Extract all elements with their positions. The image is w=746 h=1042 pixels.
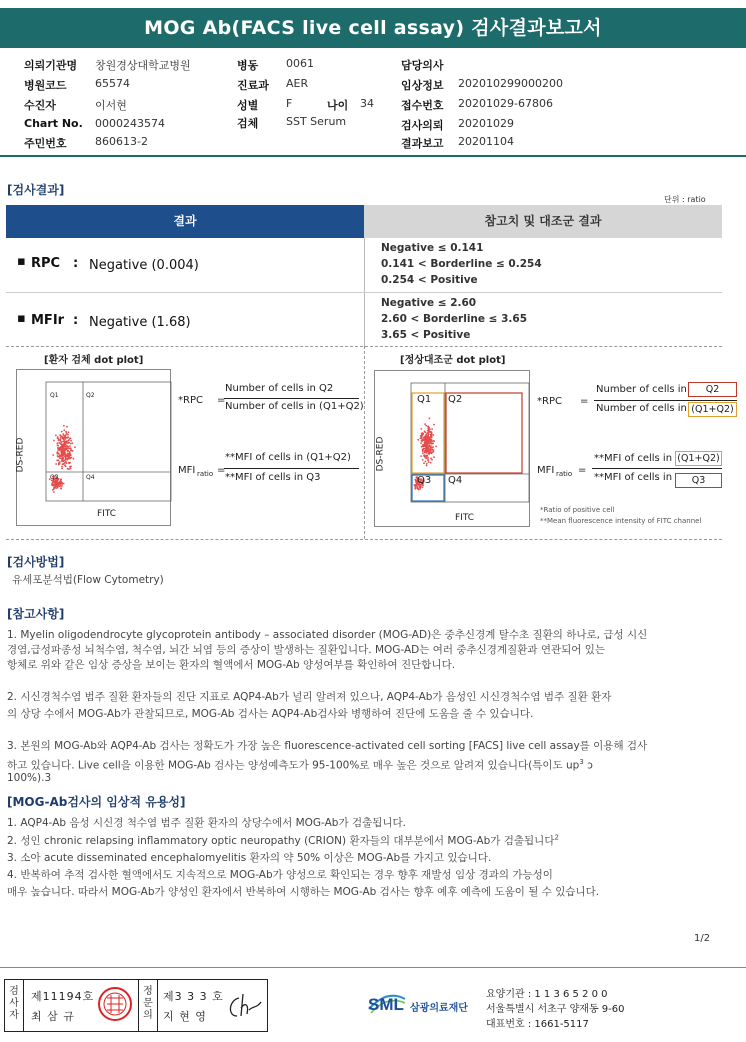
scatter-dot — [431, 428, 433, 430]
control-rpc-numerator: Number of cells in — [596, 384, 687, 395]
control-rpc-denominator: Number of cells in — [596, 403, 687, 414]
scatter-dot — [66, 447, 68, 449]
scatter-dot — [74, 446, 76, 448]
patient-mfi-prefix: MFI — [178, 465, 196, 476]
note-1a: 1. Myelin oligodendrocyte glycoprotein antibody – associated disorder (MOG-AD)은 중추신경계 탈수초 질환의 하나로, 급성 시신 — [7, 629, 648, 641]
scatter-dot — [69, 451, 71, 453]
sex-value: F — [286, 97, 293, 110]
scatter-dot — [53, 491, 55, 493]
scatter-dot — [421, 446, 423, 448]
scatter-dot — [433, 424, 435, 426]
note-3b-text: 하고 있습니다. Live cell을 이용한 MOG-Ab 검사는 양성예측도가 95-100%로 매우 높은 것으로 알려져 있습니다(특이도 up — [7, 759, 580, 772]
scatter-dot — [69, 438, 71, 440]
rpc-colon: : — [73, 256, 79, 271]
footer-divider — [0, 967, 746, 968]
scatter-dot — [424, 457, 426, 459]
scatter-dot — [417, 487, 419, 489]
notes-title: [참고사항] — [7, 607, 65, 621]
scatter-dot — [422, 446, 424, 448]
scatter-dot — [431, 443, 433, 445]
id-value: 860613-2 — [95, 135, 148, 148]
scatter-dot — [65, 461, 67, 463]
scatter-dot — [61, 483, 63, 485]
control-y-label: DS-RED — [375, 436, 386, 472]
rpc-ref-positive: 0.254 < Positive — [381, 274, 478, 286]
scatter-dot — [68, 442, 70, 444]
scatter-dot — [419, 487, 421, 489]
scatter-dot — [62, 433, 64, 435]
recipient-value: 이서현 — [95, 99, 127, 112]
scatter-dot — [425, 449, 427, 451]
scatter-dot — [64, 452, 66, 454]
control-q1: Q1 — [417, 394, 432, 405]
scatter-dot — [65, 431, 67, 433]
lab-name: 삼광의료재단 — [410, 1003, 468, 1014]
scatter-dot — [62, 463, 64, 465]
scatter-dot — [61, 452, 63, 454]
control-rpc-q2-box: Q2 — [688, 382, 737, 397]
utility-item-3: 3. 소아 acute disseminated encephalomyelitis 환자의 약 50% 이상은 MOG-Ab를 가지고 있습니다. — [7, 852, 492, 864]
scatter-dot — [420, 437, 422, 439]
scatter-dot — [60, 487, 62, 489]
scatter-dot — [430, 452, 432, 454]
scatter-dot — [60, 455, 62, 457]
scatter-dot — [58, 448, 60, 450]
scatter-dot — [61, 466, 63, 468]
clinical-label: 임상정보 — [401, 79, 444, 92]
scatter-dot — [65, 455, 67, 457]
institution-value: 창원경상대학교병원 — [95, 59, 191, 72]
scatter-dot — [59, 485, 61, 487]
header-divider — [0, 155, 746, 157]
note-1c: 항체로 위와 같은 임상 증상을 보이는 환자의 혈액에서 MOG-Ab 양성여부를 확인하여 진단합니다. — [7, 659, 456, 671]
mfir-value: Negative (1.68) — [89, 315, 191, 330]
scatter-dot — [422, 486, 424, 488]
patient-y-label: DS-RED — [15, 437, 26, 473]
scatter-dot — [415, 487, 417, 489]
scatter-dot — [423, 455, 425, 457]
control-dot-plot — [374, 370, 530, 527]
scatter-dot — [429, 451, 431, 453]
chart-value: 0000243574 — [95, 117, 165, 130]
scatter-dot — [427, 457, 429, 459]
patient-dot-plot — [16, 369, 171, 526]
scatter-dot — [57, 437, 59, 439]
specimen-value: SST Serum — [286, 115, 347, 128]
scatter-dot — [427, 426, 429, 428]
scatter-dot — [422, 433, 424, 435]
id-label: 주민번호 — [24, 137, 67, 150]
scatter-dot — [430, 457, 432, 459]
utility-title: [MOG-Ab검사의 임상적 유용성] — [7, 795, 186, 809]
doctor-label: 담당의사 — [401, 59, 444, 72]
utility-item-2 — [7, 833, 559, 848]
lab-phone: 대표번호 : 1661-5117 — [486, 1019, 589, 1030]
patient-rpc-denominator: Number of cells in (Q1+Q2) — [225, 401, 364, 412]
lab-logo-text: SML — [368, 995, 404, 1014]
patient-x-label: FITC — [97, 509, 117, 519]
scatter-dot — [63, 447, 65, 449]
patient-rpc-fraction-line — [224, 398, 359, 399]
control-mfi-q1q2-box: (Q1+Q2) — [675, 451, 722, 466]
scatter-dot — [429, 417, 431, 419]
specimen-label: 검체 — [237, 117, 259, 130]
scatter-dot — [52, 489, 54, 491]
scatter-dot — [68, 468, 70, 470]
ward-label: 병동 — [237, 59, 259, 72]
control-plot-title: [정상대조군 dot plot] — [400, 355, 506, 366]
signature-box — [4, 979, 268, 1032]
age-label: 나이 — [327, 99, 349, 112]
scatter-dot — [427, 453, 429, 455]
scatter-dot — [426, 440, 428, 442]
scatter-dot — [67, 458, 69, 460]
page-number: 1/2 — [694, 933, 711, 944]
scatter-dot — [429, 449, 431, 451]
scatter-dot — [63, 429, 65, 431]
hospital-code-value: 65574 — [95, 77, 130, 90]
scatter-dot — [73, 458, 75, 460]
age-value: 34 — [360, 97, 374, 110]
mfir-ref-borderline: 2.60 < Borderline ≤ 3.65 — [381, 313, 528, 325]
patient-mfi-numerator: **MFI of cells in (Q1+Q2) — [225, 452, 351, 463]
scatter-dot — [59, 482, 61, 484]
request-value: 20201029 — [458, 117, 514, 130]
control-mfi-q3-box: Q3 — [675, 473, 722, 488]
mfir-bullet: ▪ — [17, 311, 26, 326]
control-mfi-prefix: MFI — [537, 465, 555, 476]
note-ratio: *Ratio of positive cell — [540, 506, 615, 514]
scatter-dot — [69, 445, 71, 447]
scatter-dot — [72, 450, 74, 452]
scatter-dot — [425, 461, 427, 463]
receipt-value: 20201029-67806 — [458, 97, 553, 110]
scatter-dot — [417, 439, 419, 441]
control-mfi-fraction-line — [592, 468, 722, 469]
reference-column-header: 참고치 및 대조군 결과 — [364, 205, 722, 238]
method-text: 유세포분석법(Flow Cytometry) — [12, 574, 164, 586]
scatter-dot — [427, 449, 429, 451]
utility-item-2-text: 2. 성인 chronic relapsing inflammatory optic neuropathy (CRION) 환자들의 대부분에서 MOG-Ab가 검출됩니다 — [7, 835, 555, 847]
scatter-dot — [70, 443, 72, 445]
scatter-dot — [69, 466, 71, 468]
rpc-ref-negative: Negative ≤ 0.141 — [381, 242, 484, 254]
clinical-value: 202010299000200 — [458, 77, 563, 90]
plots-bottom-divider — [6, 539, 722, 540]
note-2b: 의 상당 수에서 MOG-Ab가 관찰되므로, MOG-Ab 검사는 AQP4-Ab검사와 병행하여 진단에 도움을 줄 수 있습니다. — [7, 708, 534, 720]
examiner-seal-icon — [97, 986, 133, 1022]
patient-q4: Q4 — [86, 474, 95, 481]
scatter-dot — [58, 439, 60, 441]
scatter-dot — [57, 451, 59, 453]
note-3c: 100%).3 — [7, 772, 52, 784]
method-title: [검사방법] — [7, 555, 65, 569]
scatter-dot — [58, 442, 60, 444]
report-date-value: 20201104 — [458, 135, 514, 148]
note-2a: 2. 시신경척수염 범주 질환 환자들의 진단 지표로 AQP4-Ab가 널리 알려져 있으나, AQP4-Ab가 음성인 시신경척수염 범주 질환 환자 — [7, 691, 612, 703]
patient-q2: Q2 — [86, 392, 95, 399]
scatter-dot — [64, 441, 66, 443]
control-x-label: FITC — [455, 513, 475, 523]
scatter-dot — [61, 457, 63, 459]
examiner-license: 제11194호 — [31, 990, 95, 1003]
scatter-dot — [63, 460, 65, 462]
scatter-dot — [69, 458, 71, 460]
scatter-dot — [426, 436, 428, 438]
scatter-dot — [54, 485, 56, 487]
scatter-dot — [64, 435, 66, 437]
scatter-dot — [66, 426, 68, 428]
scatter-dot — [70, 440, 72, 442]
scatter-dot — [430, 440, 432, 442]
mfir-label: MFIr — [31, 313, 65, 328]
scatter-dot — [70, 447, 72, 449]
scatter-dot — [61, 447, 63, 449]
scatter-dot — [426, 465, 428, 467]
scatter-dot — [420, 442, 422, 444]
control-q4: Q4 — [448, 475, 463, 486]
scatter-dot — [430, 442, 432, 444]
scatter-dot — [62, 449, 64, 451]
examiner-vertical-label: 검 사 자 — [9, 986, 19, 1021]
control-q3: Q3 — [417, 475, 432, 486]
control-mfi-numerator: **MFI of cells in — [594, 453, 673, 464]
scatter-dot — [433, 440, 435, 442]
scatter-dot — [67, 450, 69, 452]
mfir-ref-positive: 3.65 < Positive — [381, 329, 471, 341]
control-rpc-prefix: *RPC — [537, 396, 562, 407]
scatter-dot — [60, 478, 62, 480]
note-1b: 경염,급성파종성 뇌척수염, 척수염, 뇌간 뇌염 등의 증상이 발생하는 질환입니다. MOG-AD는 여러 중추신경계질환과 연관되어 있는 — [7, 644, 606, 656]
control-mfi-eq: = — [578, 465, 587, 476]
patient-q1: Q1 — [50, 392, 59, 399]
scatter-dot — [426, 455, 428, 457]
scatter-dot — [64, 464, 66, 466]
scatter-dot — [57, 444, 59, 446]
scatter-dot — [435, 446, 437, 448]
reviewer-license: 제3 3 3 호 — [163, 990, 224, 1003]
scatter-dot — [68, 453, 70, 455]
patient-mfi-fraction-line — [224, 468, 359, 469]
report-date-label: 결과보고 — [401, 137, 444, 150]
scatter-dot — [61, 454, 63, 456]
control-mfi-denominator: **MFI of cells in — [594, 472, 673, 483]
scatter-dot — [427, 446, 429, 448]
scatter-dot — [427, 458, 429, 460]
results-section-title: [검사결과] — [7, 183, 65, 197]
scatter-dot — [57, 483, 59, 485]
institution-label: 의뢰기관명 — [24, 59, 78, 72]
scatter-dot — [425, 447, 427, 449]
scatter-dot — [70, 450, 72, 452]
scatter-dot — [424, 438, 426, 440]
examiner-name: 최 삼 규 — [31, 1010, 75, 1023]
lab-code: 요양기관 : 1 1 3 6 5 2 0 0 — [486, 989, 608, 1000]
rpc-ref-borderline: 0.141 < Borderline ≤ 0.254 — [381, 258, 542, 270]
scatter-dot — [433, 434, 435, 436]
scatter-dot — [64, 450, 66, 452]
note-3b-end: ɔ — [583, 759, 593, 772]
scatter-dot — [53, 487, 55, 489]
patient-rpc-numerator: Number of cells in Q2 — [225, 383, 334, 394]
control-rpc-fraction-line — [594, 400, 737, 401]
scatter-dot — [433, 456, 435, 458]
scatter-dot — [67, 437, 69, 439]
scatter-dot — [428, 461, 430, 463]
result-column-header: 결과 — [6, 205, 364, 238]
unit-label: 단위 : ratio — [664, 195, 706, 204]
scatter-dot — [57, 442, 59, 444]
scatter-dot — [62, 437, 64, 439]
scatter-dot — [428, 429, 430, 431]
plots-divider — [364, 346, 365, 539]
scatter-dot — [55, 435, 57, 437]
scatter-dot — [422, 459, 424, 461]
scatter-dot — [61, 431, 63, 433]
patient-points — [49, 425, 76, 493]
utility-item-5: 매우 높습니다. 따라서 MOG-Ab가 양성인 환자에서 반복하여 시행하는 MOG-Ab 검사는 향후 예후 예측에 도움이 될 수 있습니다. — [7, 886, 600, 898]
note-3b-sup: 3 — [579, 758, 584, 766]
scatter-dot — [57, 455, 59, 457]
hospital-code-label: 병원코드 — [24, 79, 67, 92]
scatter-dot — [53, 440, 55, 442]
recipient-label: 수진자 — [24, 99, 56, 112]
lab-address: 서울특별시 서초구 양재동 9-60 — [486, 1004, 625, 1015]
scatter-dot — [420, 428, 422, 430]
mfir-colon: : — [73, 313, 79, 328]
scatter-dot — [423, 462, 425, 464]
patient-mfi-denominator: **MFI of cells in Q3 — [225, 472, 321, 483]
request-label: 검사의뢰 — [401, 119, 444, 132]
scatter-dot — [68, 431, 70, 433]
scatter-dot — [422, 449, 424, 451]
scatter-dot — [61, 436, 63, 438]
scatter-dot — [425, 425, 427, 427]
rpc-label: RPC — [31, 256, 61, 271]
reviewer-name: 지 현 영 — [163, 1010, 207, 1023]
rpc-value: Negative (0.004) — [89, 258, 199, 273]
utility-item-1: 1. AQP4-Ab 음성 시신경 척수염 범주 질환 환자의 상당수에서 MOG-Ab가 검출됩니다. — [7, 817, 406, 829]
scatter-dot — [430, 462, 432, 464]
scatter-dot — [420, 455, 422, 457]
dept-value: AER — [286, 77, 309, 90]
scatter-dot — [424, 423, 426, 425]
scatter-dot — [428, 434, 430, 436]
scatter-dot — [68, 462, 70, 464]
scatter-dot — [67, 446, 69, 448]
scatter-dot — [51, 482, 53, 484]
control-rpc-eq: = — [580, 396, 589, 407]
reviewer-vertical-label: 정 문 의 — [143, 986, 153, 1021]
scatter-dot — [59, 461, 61, 463]
scatter-dot — [422, 452, 424, 454]
patient-q3: Q3 — [50, 474, 59, 481]
patient-mfi-sub: ratio — [197, 470, 214, 478]
scatter-dot — [70, 468, 72, 470]
patient-rpc-prefix: *RPC — [178, 395, 203, 406]
scatter-dot — [414, 485, 416, 487]
rpc-bullet: ▪ — [17, 254, 26, 269]
scatter-dot — [63, 425, 65, 427]
scatter-dot — [421, 440, 423, 442]
patient-rpc-eq: = — [217, 395, 226, 406]
report-title: MOG Ab(FACS live cell assay) 검사결과보고서 — [0, 8, 746, 48]
scatter-dot — [61, 468, 63, 470]
chart-label: Chart No. — [24, 117, 83, 130]
scatter-dot — [52, 454, 54, 456]
control-rpc-q1q2-box: (Q1+Q2) — [688, 402, 737, 417]
scatter-dot — [423, 439, 425, 441]
scatter-dot — [66, 456, 68, 458]
row-divider — [6, 292, 722, 293]
patient-mfi-eq: = — [217, 465, 226, 476]
scatter-dot — [430, 431, 432, 433]
scatter-dot — [424, 431, 426, 433]
control-q2: Q2 — [448, 394, 463, 405]
receipt-label: 접수번호 — [401, 99, 444, 112]
scatter-dot — [430, 449, 432, 451]
note-3a: 3. 본원의 MOG-Ab와 AQP4-Ab 검사는 정확도가 가장 높은 fluorescence-activated cell sorting [FACS] live cell assay를 이용해 검사 — [7, 740, 648, 752]
ward-value: 0061 — [286, 57, 314, 70]
scatter-dot — [426, 463, 428, 465]
note-3b — [7, 754, 593, 775]
scatter-dot — [58, 460, 60, 462]
note-mfi: **Mean fluorescence intensity of FITC channel — [540, 517, 702, 525]
utility-item-4: 4. 반복하여 추적 검사한 혈액에서도 지속적으로 MOG-Ab가 양성으로 확인되는 경우 향후 재발성 임상 경과의 가능성이 — [7, 869, 553, 881]
mfir-ref-negative: Negative ≤ 2.60 — [381, 297, 477, 309]
scatter-dot — [55, 463, 57, 465]
scatter-dot — [431, 435, 433, 437]
scatter-dot — [430, 445, 432, 447]
scatter-dot — [425, 444, 427, 446]
scatter-dot — [60, 440, 62, 442]
patient-plot-title: [환자 검체 dot plot] — [44, 355, 144, 366]
scatter-dot — [432, 446, 434, 448]
utility-item-2-sup: 2 — [554, 833, 559, 842]
scatter-dot — [428, 431, 430, 433]
sex-label: 성별 — [237, 99, 259, 112]
reviewer-signature-icon — [225, 990, 265, 1022]
dept-label: 진료과 — [237, 79, 269, 92]
control-mfi-sub: ratio — [556, 470, 573, 478]
